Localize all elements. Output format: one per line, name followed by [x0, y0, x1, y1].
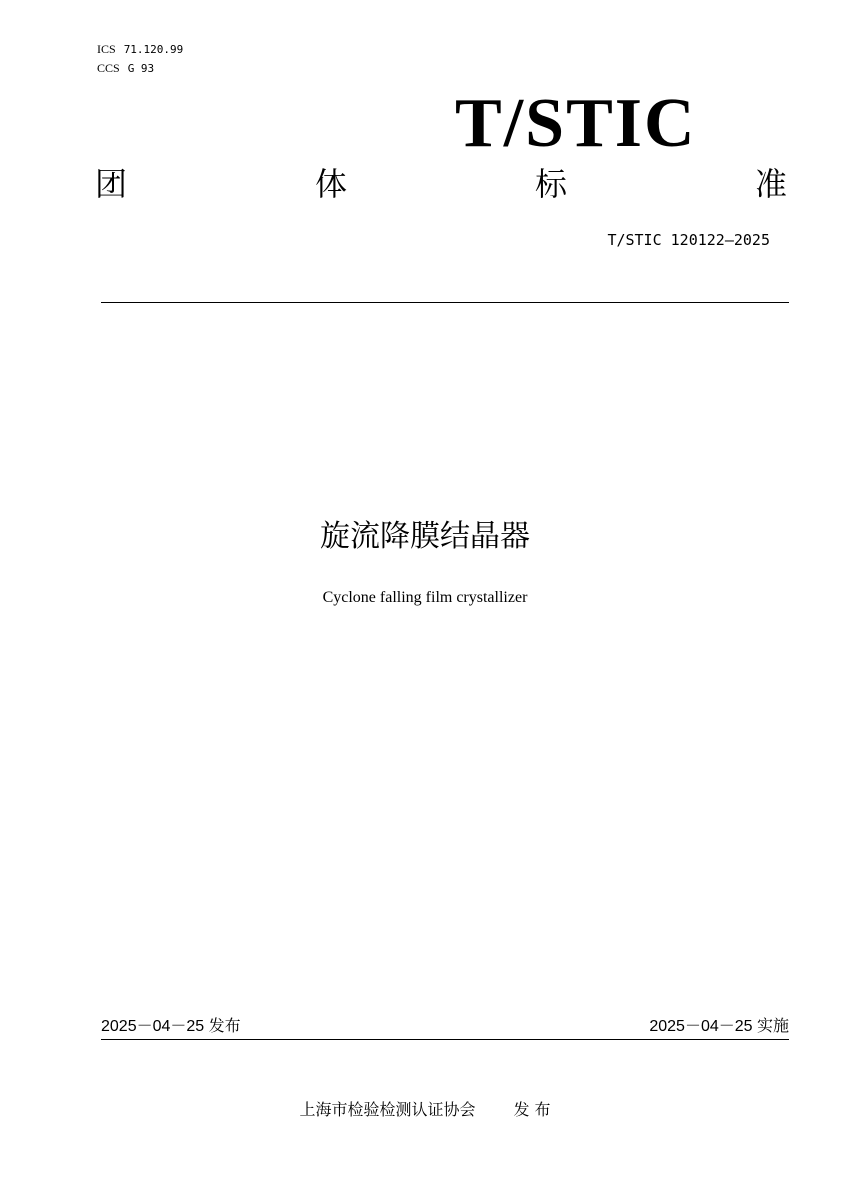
release-date: 2025－04－25 发布	[101, 1018, 241, 1035]
classification-block	[97, 40, 183, 78]
publisher-action: 发 布	[513, 1100, 551, 1119]
ics-row	[97, 40, 183, 59]
standard-type-char: 标	[534, 165, 567, 203]
standard-logo: T/STIC	[455, 85, 697, 162]
top-divider	[101, 302, 789, 303]
document-title-chinese: 旋流降膜结晶器	[320, 519, 530, 554]
implementation-date: 2025－04－25 实施	[649, 1018, 789, 1035]
ics-code: 71.120.99	[123, 43, 184, 56]
standard-type-char: 团	[95, 165, 128, 203]
publisher-line	[0, 1099, 850, 1121]
standard-number: T/STIC 120122—2025	[607, 231, 770, 249]
ics-label: ICS	[97, 42, 116, 56]
standard-type-char: 体	[314, 165, 347, 203]
document-title-english: Cyclone falling film crystallizer	[322, 589, 528, 606]
ccs-label: CCS	[97, 61, 120, 75]
ccs-code: G 93	[127, 62, 155, 75]
bottom-divider	[101, 1039, 789, 1040]
standard-type	[95, 163, 787, 205]
publisher-name: 上海市检验检测认证协会	[299, 1100, 476, 1119]
ccs-row	[97, 59, 183, 78]
standard-type-char: 准	[754, 165, 787, 203]
